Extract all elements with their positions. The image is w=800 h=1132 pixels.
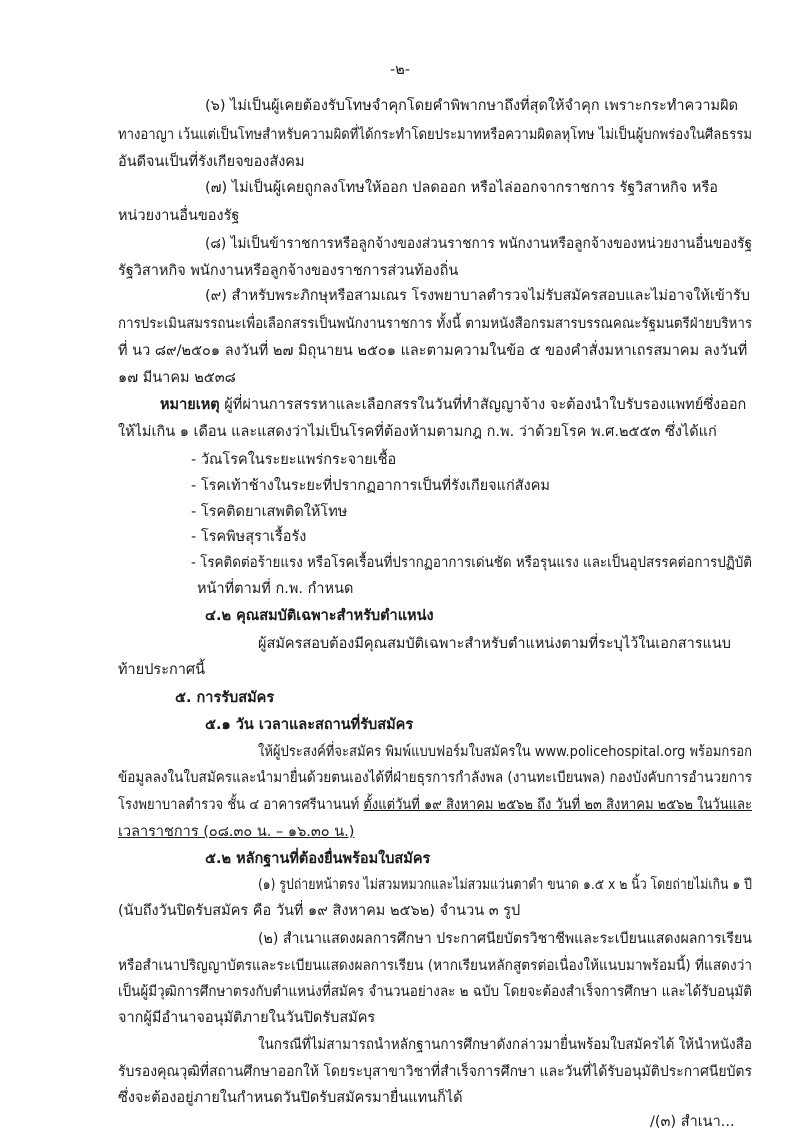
section-5-2-item-2-line-4: จากผู้มีอำนาจอนุมัติภายในวันปิดรับสมัคร — [118, 1009, 376, 1026]
section-5-1-line-2: ข้อมูลลงในใบสมัครและนำมายื่นด้วยตนเองได้ที่ฝ่ายธุรการกำลังพล (งานทะเบียนพล) กองบังคับการอำนวยการ — [118, 770, 752, 787]
disease-item: - โรคติดต่อร้ายแรง หรือโรคเรื้อนที่ปรากฏอาการเด่นชัด หรือรุนแรง และเป็นอุปสรรคต่อการปฏิบัติ — [191, 555, 753, 572]
item-7-line-2: หน่วยงานอื่นของรัฐ — [118, 208, 240, 224]
item-6-line-2: ทางอาญา เว้นแต่เป็นโทษสำหรับความผิดที่ได้กระทำโดยประมาทหรือความผิดลหุโทษ ไม่เป็นผู้บกพร่องในศีลธรรม — [118, 126, 752, 143]
section-5-2-item-1-line-2: (นับถึงวันปิดรับสมัคร คือ วันที่ ๑๙ สิงหาคม ๒๕๖๒) จำนวน ๓ รูป — [118, 903, 521, 920]
item-9-line-3: ที่ นว ๘๙/๒๕๐๑ ลงวันที่ ๒๗ มิถุนายน ๒๕๐๑ และตามความในข้อ ๕ ของคำสั่งมหาเถรสมาคม ลงวันที่ — [118, 342, 748, 359]
item-8-line-2: รัฐวิสาหกิจ พนักงานหรือลูกจ้างของราชการส่วนท้องถิ่น — [118, 262, 459, 279]
section-5-heading: ๕. การรับสมัคร — [175, 690, 275, 706]
section-5-2-heading: ๕.๒ หลักฐานที่ต้องยื่นพร้อมใบสมัคร — [205, 850, 431, 867]
section-5-2-para-line-1: ในกรณีที่ไม่สามารถนำหลักฐานการศึกษาดังกล่าวมายื่นพร้อมใบสมัครได้ ให้นำหนังสือ — [258, 1037, 752, 1054]
remark-line-2: ให้ไม่เกิน ๑ เดือน และแสดงว่าไม่เป็นโรคที่ต้องห้ามตามกฎ ก.พ. ว่าด้วยโรค พ.ศ.๒๕๕๓ ซึ่งได้แก่ — [118, 424, 717, 441]
section-5-2-item-2-line-2: หรือสำเนาปริญญาบัตรและระเบียนแสดงผลการเรียน (หากเรียนหลักสูตรต่อเนื่องให้แนบมาพร้อมนี้) ที่แสดงว่า — [118, 957, 753, 974]
application-period: ตั้งแต่วันที่ ๑๙ สิงหาคม ๒๕๖๒ ถึง วันที่ ๒๓ สิงหาคม ๒๕๖๒ ในวันและ — [363, 797, 753, 814]
section-5-2-para-line-2: รับรองคุณวุฒิที่สถานศึกษาออกให้ โดยระบุสาขาวิชาที่สำเร็จการศึกษา และวันที่ได้รับอนุมัติประกาศนียบัตร — [118, 1064, 753, 1080]
item-9-line-1: (๙) สำหรับพระภิกษุหรือสามเณร โรงพยาบาลตำรวจไม่รับสมัครสอบและไม่อาจให้เข้ารับ — [205, 288, 750, 305]
page-number: -๒- — [389, 62, 411, 78]
application-hours: เวลาราชการ (๐๘.๓๐ น. – ๑๖.๓๐ น.) — [118, 823, 355, 840]
disease-item: - วัณโรคในระยะแพร่กระจายเชื้อ — [191, 451, 397, 468]
item-9-line-2: การประเมินสมรรถนะเพื่อเลือกสรรเป็นพนักงานราชการ ทั้งนี้ ตามหนังสือกรมสารบรรณคณะรัฐมนตรีฝ่ายบริหาร — [118, 316, 752, 333]
section-5-1-line-3 — [118, 795, 752, 815]
section-5-2-item-2-line-1: (๒) สำเนาแสดงผลการศึกษา ประกาศนียบัตรวิชาชีพและระเบียนแสดงผลการเรียน — [258, 931, 752, 948]
section-5-2-para-line-3: ซึ่งจะต้องอยู่ภายในกำหนดวันปิดรับสมัครมายื่นแทนก็ได้ — [118, 1090, 463, 1106]
remark-line-1 — [160, 395, 746, 415]
section-5-2-item-1-line-1: (๑) รูปถ่ายหน้าตรง ไม่สวมหมวกและไม่สวมแว่นตาดำ ขนาด ๑.๕ x ๒ นิ้ว โดยถ่ายไม่เกิน ๑ ปี — [258, 876, 752, 893]
disease-item: - โรคติดยาเสพติดให้โทษ — [191, 503, 348, 520]
section-5-1-line-1: ให้ผู้ประสงค์ที่จะสมัคร พิมพ์แบบฟอร์มใบสมัครใน www.policehospital.org พร้อมกรอก — [258, 743, 753, 760]
section-4-2-line-1: ผู้สมัครสอบต้องมีคุณสมบัติเฉพาะสำหรับตำแหน่งตามที่ระบุไว้ในเอกสารแนบ — [258, 635, 731, 652]
item-6-line-1: (๖) ไม่เป็นผู้เคยต้องรับโทษจำคุกโดยคำพิพากษาถึงที่สุดให้จำคุก เพราะกระทำความผิด — [205, 98, 738, 114]
item-7-line-1: (๗) ไม่เป็นผู้เคยถูกลงโทษให้ออก ปลดออก หรือไล่ออกจากราชการ รัฐวิสาหกิจ หรือ — [205, 180, 718, 197]
section-4-2-heading: ๔.๒ คุณสมบัติเฉพาะสำหรับตำแหน่ง — [205, 607, 434, 624]
disease-item: - โรคพิษสุราเรื้อรัง — [191, 529, 307, 546]
section-5-1-line-3-text: โรงพยาบาลตำรวจ ชั้น ๔ อาคารศรีนานนท์ — [118, 797, 364, 814]
continuation-marker: /(๓) สำเนา... — [650, 1114, 735, 1130]
remark-label: หมายเหตุ — [160, 397, 220, 414]
section-4-2-line-2: ท้ายประกาศนี้ — [118, 662, 206, 679]
remark-line-1-text: ผู้ที่ผ่านการสรรหาและเลือกสรรในวันที่ทำสัญญาจ้าง จะต้องนำใบรับรองแพทย์ซึ่งออก — [219, 397, 747, 414]
disease-item-continued: หน้าที่ตามที่ ก.พ. กำหนด — [197, 581, 354, 597]
item-8-line-1: (๘) ไม่เป็นข้าราชการหรือลูกจ้างของส่วนราชการ พนักงานหรือลูกจ้างของหน่วยงานอื่นของรัฐ — [205, 235, 753, 252]
section-5-2-item-2-line-3: เป็นผู้มีวุฒิการศึกษาตรงกับตำแหน่งที่สมัคร จำนวนอย่างละ ๒ ฉบับ โดยจะต้องสำเร็จการศึกษา และได้รับอนุมัติ — [118, 983, 752, 1000]
item-6-line-3: อันดีจนเป็นที่รังเกียจของสังคม — [118, 153, 305, 170]
section-5-1-heading: ๕.๑ วัน เวลาและสถานที่รับสมัคร — [205, 716, 414, 733]
item-9-line-4: ๑๗ มีนาคม ๒๕๓๘ — [118, 369, 236, 386]
disease-item: - โรคเท้าช้างในระยะที่ปรากฏอาการเป็นที่รังเกียจแก่สังคม — [191, 477, 550, 494]
